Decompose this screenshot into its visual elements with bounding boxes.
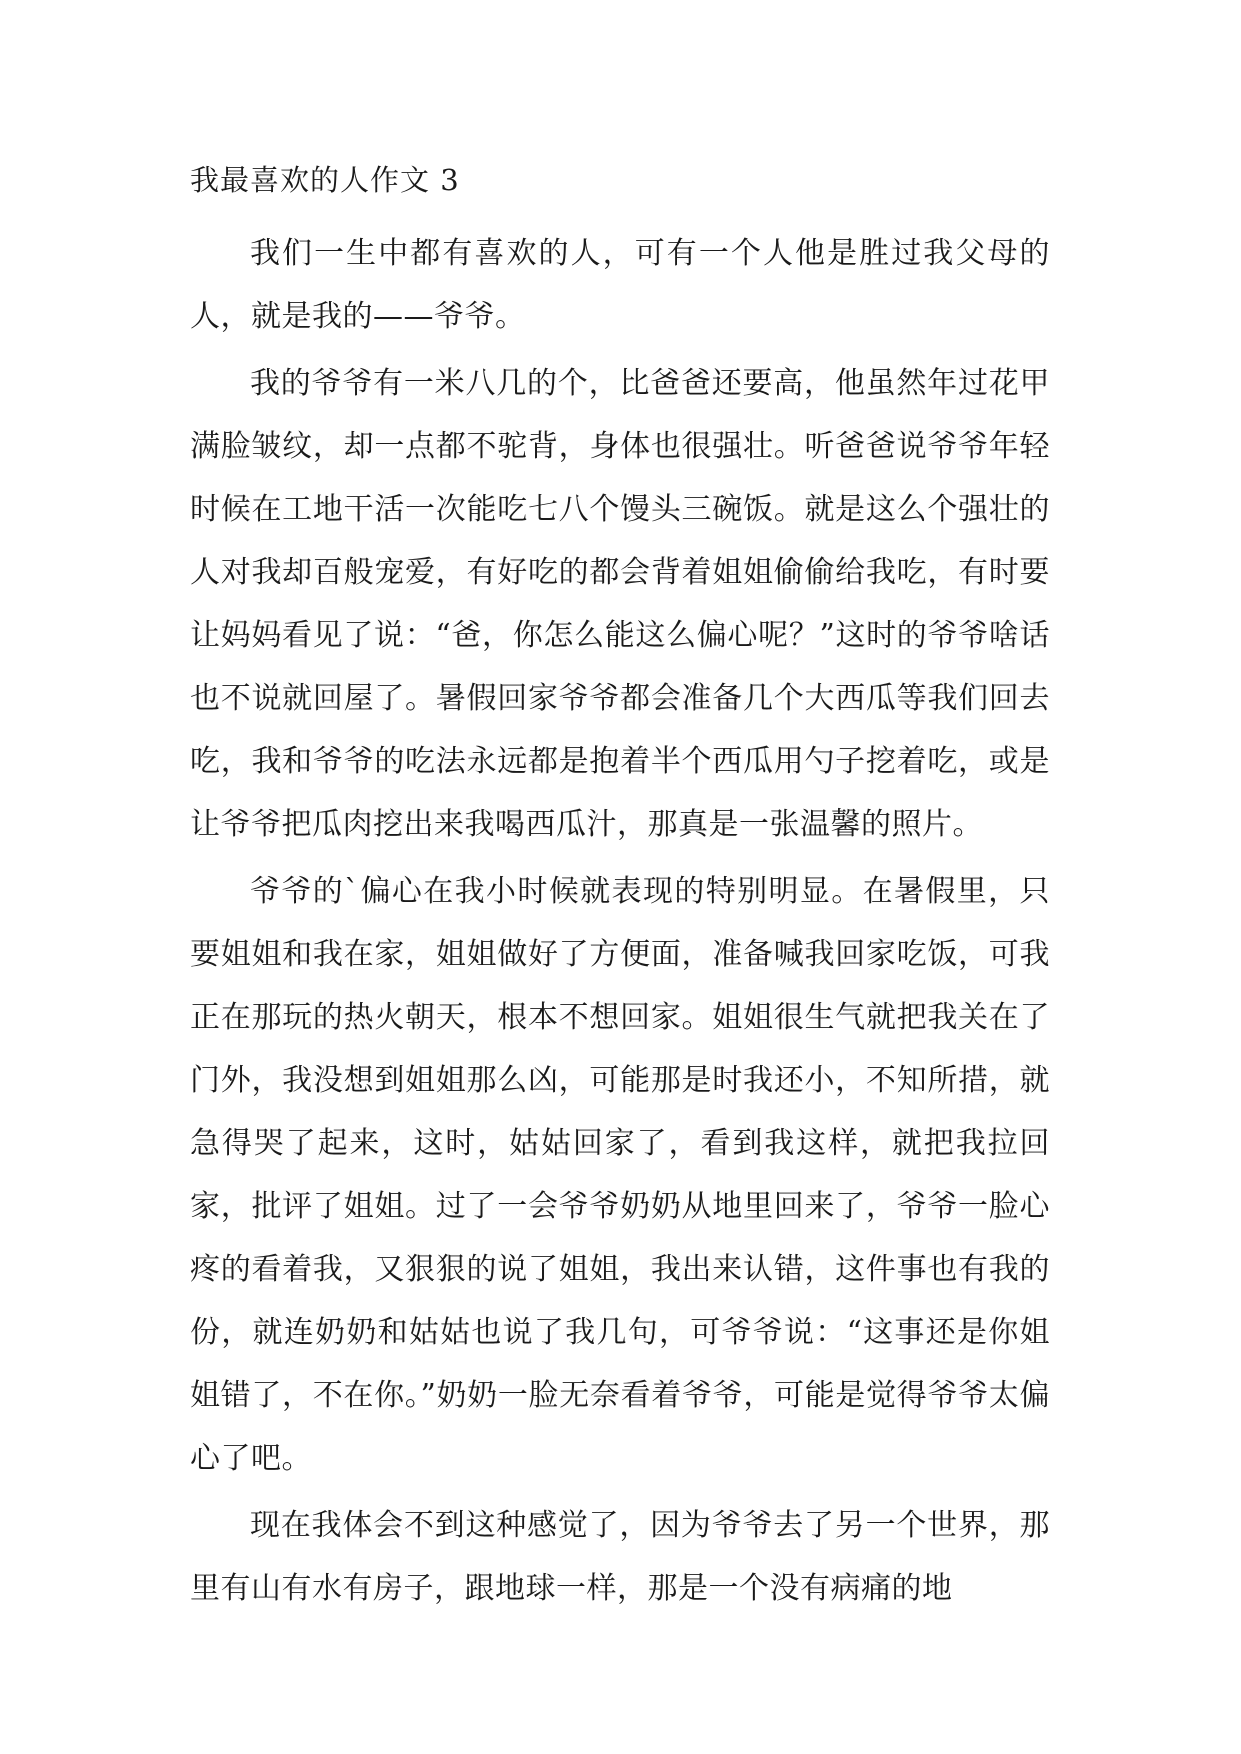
document-title: 我最喜欢的人作文 3: [190, 163, 460, 197]
document-body: [190, 160, 1050, 1624]
paragraph-3: 爷爷的`偏心在我小时候就表现的特别明显。在暑假里，只要姐姐和我在家，姐姐做好了方便面，准备喊我回家吃饭，可我正在那玩的热火朝天，根本不想回家。姐姐很生气就把我关在了门外，我没想到姐姐那么凶，可能那是时我还小，不知所措，就急得哭了起来，这时，姑姑回家了，看到我这样，就把我拉回家，批评了姐姐。过了一会爷爷奶奶从地里回来了，爷爷一脸心疼的看着我，又狠狠的说了姐姐，我出来认错，这件事也有我的份，就连奶奶和姑姑也说了我几句，可爷爷说：“这事还是你姐姐错了，不在你。”奶奶一脸无奈看着爷爷，可能是觉得爷爷太偏心了吧。: [190, 874, 1050, 1476]
paragraph-1: 我们一生中都有喜欢的人，可有一个人他是胜过我父母的人，就是我的——爷爷。: [190, 236, 1050, 334]
paragraph-2: 我的爷爷有一米八几的个，比爸爸还要高，他虽然年过花甲满脸皱纹，却一点都不驼背，身体也很强壮。听爸爸说爷爷年轻时候在工地干活一次能吃七八个馒头三碗饭。就是这么个强壮的人对我却百般宠爱，有好吃的都会背着姐姐偷偷给我吃，有时要让妈妈看见了说：“爸，你怎么能这么偏心呢？”这时的爷爷啥话也不说就回屋了。暑假回家爷爷都会准备几个大西瓜等我们回去吃，我和爷爷的吃法永远都是抱着半个西瓜用勺子挖着吃，或是让爷爷把瓜肉挖出来我喝西瓜汁，那真是一张温馨的照片。: [190, 366, 1050, 842]
paragraph-4: 现在我体会不到这种感觉了，因为爷爷去了另一个世界，那里有山有水有房子，跟地球一样，那是一个没有病痛的地: [190, 1508, 1050, 1606]
